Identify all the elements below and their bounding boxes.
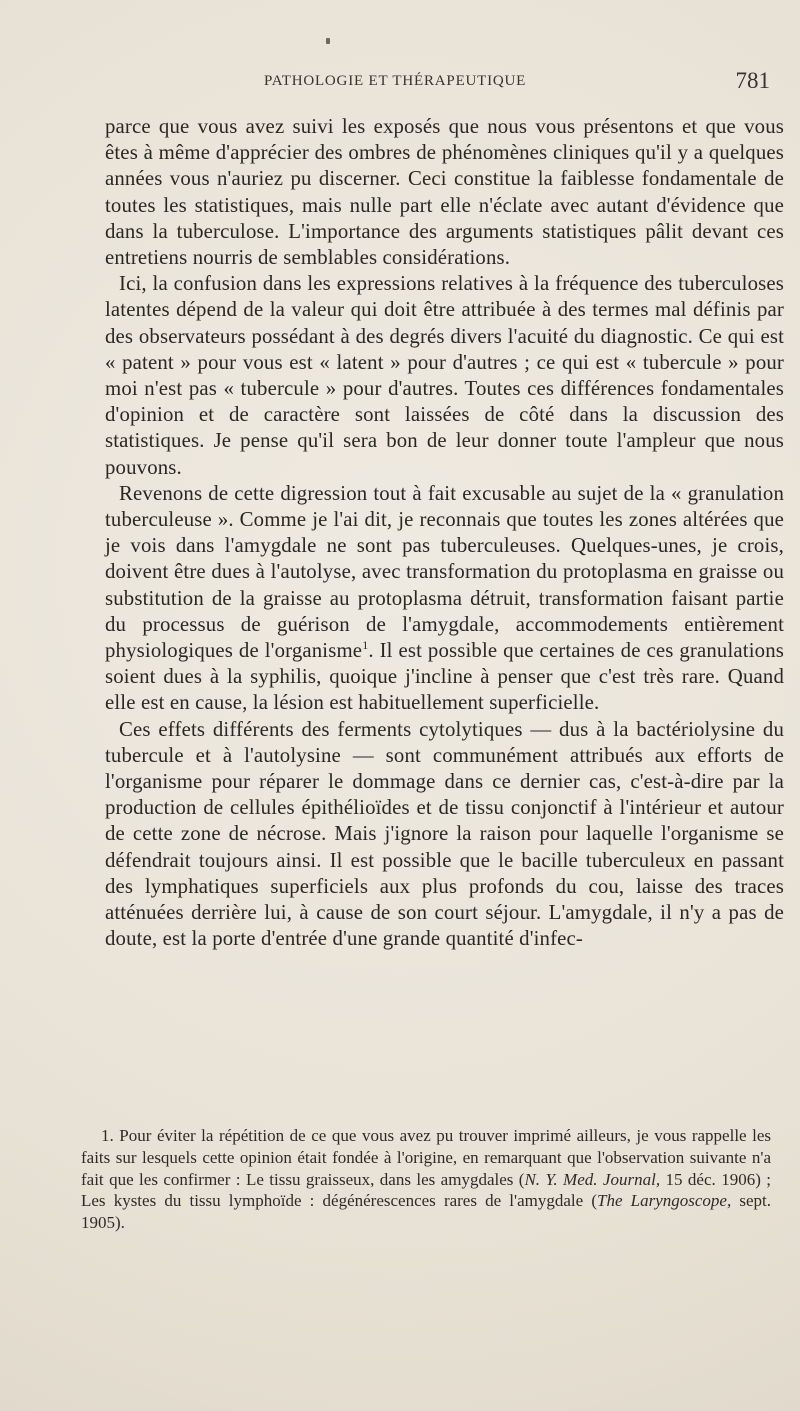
paragraph-text: Ces effets différents des ferments cytolytiques — dus à la bactériolysine du tubercule et à l'autolysine — sont communément attribués aux efforts de l'organisme pour réparer le dommage dans ce dernier cas, c'est-à-dire par la production de cellules épithélioïdes et de tissu conjonctif à l'intérieur et autour de cette zone de nécrose. Mais j'ignore la raison pour laquelle l'organisme se défendrait toujours ainsi. Il est possible que le bacille tuberculeux en passant des lymphatiques superficiels aux plus profonds du cou, laisse des traces atténuées derrière lui, à cause de son court séjour. L'amygdale, il n'y a pas de doute, est la porte d'entrée d'une grande quantité d'infec- [105,717,784,951]
main-text [105,114,784,953]
footnote-part: sept. 1905). [81,1191,771,1233]
footnote-reference[interactable]: 1 [362,638,369,653]
page-number: 781 [735,68,770,93]
paragraph [105,271,784,481]
paragraph-text: . Il est possible que certaines de ces granulations soient dues à la syphilis, quoique j'incline à penser que c'est très rare. Quand elle est en cause, la lésion est habituellement superficielle. [105,639,784,715]
running-header [105,68,790,95]
journal-title: The Laryngoscope, [596,1191,732,1211]
paragraph [105,481,784,717]
running-title: PATHOLOGIE ET THÉRAPEUTIQUE [264,73,527,89]
footnote-marker: 1. [101,1126,114,1145]
journal-title: N. Y. Med. Journal, [524,1169,661,1189]
paragraph [105,114,784,271]
footnote [81,1125,771,1234]
paragraph-text: Ici, la confusion dans les expressions relatives à la fréquence des tuberculoses latentes dépend de la valeur qui doit être attribuée à des termes mal définis par des observateurs possédant à des degrés divers l'acuité du diagnostic. Ce qui est « patent » pour vous est « latent » pour d'autres ; ce qui est « tubercule » pour moi n'est pas « tubercule » pour d'autres. Toutes ces différences fondamentales d'opinion et de caractère sont laissées de côté dans la discussion des statistiques. Je pense qu'il sera bon de leur donner toute l'ampleur que nous pouvons. [105,272,784,479]
ink-speck [326,38,330,44]
footnote-text [81,1125,771,1234]
paragraph-text: Revenons de cette digression tout à fait excusable au sujet de la « granulation tuberculeuse ». Comme je l'ai dit, je reconnais que toutes les zones altérées que je vois dans l'amygdale ne sont pas tuberculeuses. Quelques-unes, je crois, doivent être dues à l'autolyse, avec transformation du protoplasma en graisse ou substitution de la graisse au protoplasma détruit, transformation faisant partie du processus de guérison de l'amygdale, accommodements entièrement physiologiques de l'organisme [105,481,784,663]
paragraph-text: parce que vous avez suivi les exposés que nous vous présentons et que vous êtes à même d'apprécier des ombres de phénomènes cliniques qu'il y a quelques années vous n'auriez pu discerner. Ceci constitue la faiblesse fondamentale de toutes les statistiques, mais nulle part elle n'éclate avec autant d'évidence que dans la tuberculose. L'importance des arguments statistiques pâlit devant ces entretiens nourris de semblables considérations. [105,115,784,270]
footnote-part: Pour éviter la répétition de ce que vous avez pu trouver imprimé ailleurs, je vous rappelle les faits sur lesquels cette opinion était fondée à l'origine, en remarquant que l'observation suivante n'a fait que les confirmer : Le tissu graisseux, dans les amygdales ( [81,1126,772,1189]
footnote-part: 15 déc. 1906) ; Les kystes du tissu lymphoïde : dégénérescences rares de l'amygdale ( [81,1169,772,1211]
paragraph [105,717,784,953]
